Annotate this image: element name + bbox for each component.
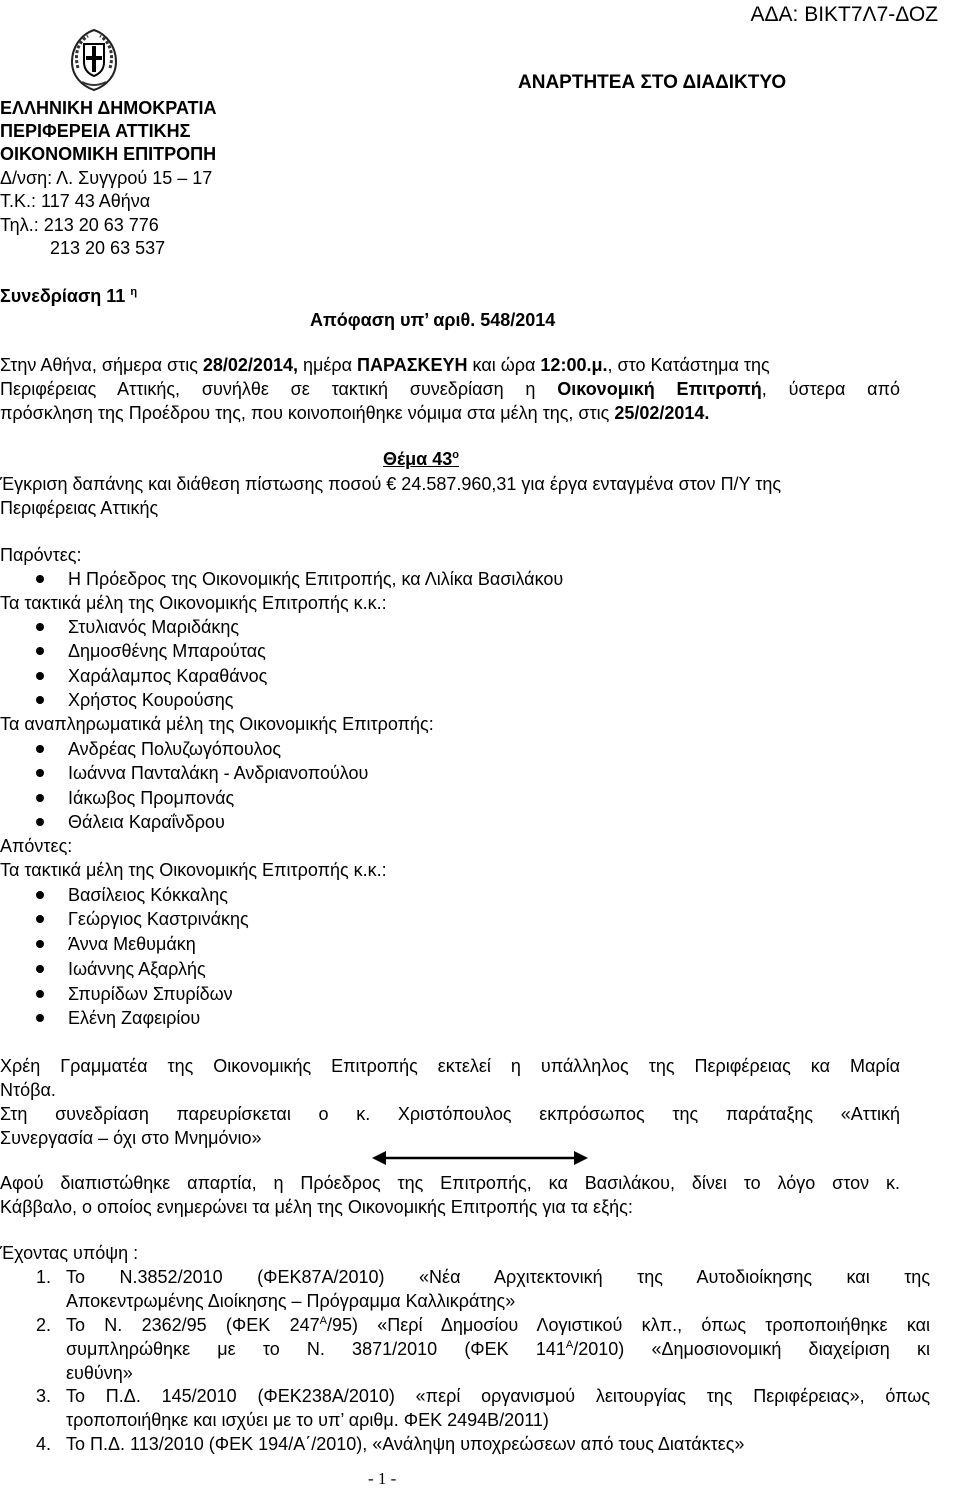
header-postal: Τ.Κ.: 117 43 Αθήνα [0, 191, 151, 211]
header-phone-2: 213 20 63 537 [50, 238, 166, 258]
regular-members-label: Τα τακτικά μέλη της Οικονομικής Επιτροπής κ.κ.: [0, 593, 387, 613]
topic-line-2: Περιφέρειας Αττικής [0, 498, 159, 518]
substitute-members-label: Τα αναπληρωματικά μέλη της Οικονομικής Επιτροπής: [0, 714, 434, 734]
intro-line-1: Στην Αθήνα, σήμερα στις 28/02/2014, ημέρα ΠΑΡΑΣΚΕΥΗ και ώρα 12:00.μ., στο Κατάστημα της [0, 355, 770, 375]
considering-label: Έχοντας υπόψη : [0, 1243, 139, 1263]
decision-number: Απόφαση υπ’ αριθ. 548/2014 [310, 310, 556, 330]
page-number: - 1 - [368, 1469, 397, 1488]
document-page: ΑΔΑ: ΒΙΚΤ7Λ7-ΔΟΖ ΕΛΛΗΝΙΚΗ ΔΗΜΟΚΡΑΤΙΑ ΠΕΡΙΦΕΡΕΙΑ ΑΤΤΙΚΗΣ ΟΙΚΟΝΟΜΙΚΗ ΕΠΙΤΡΟΠΗ Δ/νση: Λ. Συγγρού 15 – 17 Τ.Κ.: 117 43 Αθήνα Τηλ.: 213 20 63 776 213 20 63 537 ΑΝΑΡΤΗΤΕΑ ΣΤΟ ΔΙΑΔΙΚΤΥΟ Συνεδρίαση 11 $^\eta$ Απόφαση υπ’ αριθ. 548/2014 Στην Αθήνα, σήμερα στις 28/02/2014, ημέρα ΠΑΡΑΣΚΕΥΗ και ώρα 12:00.μ., στο Κατάστημα της Περιφέρειας Αττικής, συνήλθε σε τακτική συνεδρίαση η Οικονομική Επιτροπή, ύστερα από πρόσκληση της Προέδρου της, που κοινοποιήθηκε νόμιμα στα μέλη της, στις 25/02/2014. Θέμα $43^o$ Έγκριση δαπάνης και διάθεση πίστωσης ποσού € 24.587.960,31 για έργα ενταγμένα στον Π/Υ της Περιφέρειας Αττικής Παρόντες: Η Πρόεδρος της Οικονομικής Επιτροπής, κα Λιλίκα Βασιλάκου Τα τακτικά μέλη της Οικονομικής Επιτροπής κ.κ.: Στυλιανός Μαριδάκης Δημοσθένης Μπαρούτας Χαράλαμπος Καραθάνος Χρήστος Κουρούσης Τα αναπληρωματικά μέλη της Οικονομικής Επιτροπής: Ανδρέας Πολυζωγόπουλος Ιωάννα Πανταλάκη - Ανδριανοπούλου Ιάκωβος Προμπονάς Θάλεια Καραΐνδρου Απόντες: Τα τακτικά μέλη της Οικονομικής Επιτροπής κ.κ.: Βασίλειος Κόκκαλης Γεώργιος Καστρινάκης Άννα Μεθυμάκη Ιωάννης Αξαρλής Σπυρίδων Σπυρίδων Ελένη Ζαφειρίου Χρέη Γραμματέα της Οικονομικής Επιτροπής εκτελεί η υπάλληλος της Περιφέρειας κα Μαρία Ντόβα. Στη συνεδρίαση παρευρίσκεται ο κ. Χριστόπουλος εκπρόσωπος της παράταξης «Αττική Συνεργασία – όχι στο Μνημόνιο» Αφού διαπιστώθηκε απαρτία, η Πρόεδρος της Επιτροπής, κα Βασιλάκου, δίνει το λόγο στον κ. Κάββαλο, ο οποίος ενημερώνει τα μέλη της Οικονομικής Επιτροπής για τα εξής: Έχοντας υπόψη : 1. Το Ν.3852/2010 (ΦΕΚ87Α/2010) «Νέα Αρχιτεκτονική της Αυτοδιοίκησης και της Αποκεντρωμένης Διοίκησης – Πρόγραμμα Καλλικράτης» 2. Το Ν. 2362/95 (ΦΕΚ $247^A/95$) «Περί Δημοσίου Λογιστικού κλπ., όπως τροποποιήθηκε και συμπληρώθηκε με το Ν. 3871/2010 (ΦΕΚ $141^A/2010$) «Δημοσιονομική διαχείριση κι ευθύνη» 3. Το Π.Δ. 145/2010 (ΦΕΚ238Α/2010) «περί οργανισμού λειτουργίας της Περιφέρειας», όπως τροποποιήθηκε και ισχύει με το υπ’ αριθμ. ΦΕΚ 2494Β/2011) 4. Το Π.Δ. 113/2010 (ΦΕΚ 194/Α΄/2010), «Ανάληψη υποχρεώσεων από τους Διατάκτες» - 1 - [0, 3, 938, 1488]
topic-line-1: Έγκριση δαπάνης και διάθεση πίστωσης ποσού € 24.587.960,31 για έργα ενταγμένα στον Π/Υ της [0, 474, 782, 494]
coat-of-arms-icon [62, 24, 126, 94]
attendee-line-2: Συνεργασία – όχι στο Μνημόνιο» [0, 1128, 262, 1148]
intro-line-3: πρόσκληση της Προέδρου της, που κοινοποιήθηκε νόμιμα στα μέλη της, στις 25/02/2014. [0, 403, 710, 423]
intro-line-2: Περιφέρειας Αττικής, συνήλθε σε τακτική συνεδρίαση η Οικονομική Επιτροπή, ύστερα από [0, 379, 901, 399]
topic-number: Θέμα $43^o$ [383, 449, 459, 469]
secretary-line-1: Χρέη Γραμματέα της Οικονομικής Επιτροπής εκτελεί η υπάλληλος της Περιφέρειας κα Μαρία [0, 1056, 900, 1076]
secretary-line-2: Ντόβα. [0, 1080, 56, 1100]
regular-members-label-2: Τα τακτικά μέλη της Οικονομικής Επιτροπής κ.κ.: [0, 860, 387, 880]
attendee-line-1: Στη συνεδρίαση παρευρίσκεται ο κ. Χριστόπουλος εκπρόσωπος της παράταξης «Αττική [0, 1104, 900, 1124]
absent-label: Απόντες: [0, 836, 73, 856]
header-address: Δ/νση: Λ. Συγγρού 15 – 17 [0, 168, 213, 188]
header-committee: ΟΙΚΟΝΟΜΙΚΗ ΕΠΙΤΡΟΠΗ [0, 144, 217, 164]
double-arrow-icon [372, 1151, 588, 1165]
publish-notice: ΑΝΑΡΤΗΤΕΑ ΣΤΟ ΔΙΑΔΙΚΤΥΟ [518, 72, 787, 93]
header-region: ΠΕΡΙΦΕΡΕΙΑ ΑΤΤΙΚΗΣ [0, 121, 191, 141]
session-title: Συνεδρίαση 11 $^\eta$ [0, 286, 138, 306]
quorum-line-2: Κάββαλο, ο οποίος ενημερώνει τα μέλη της Οικονομικής Επιτροπής για τα εξής: [0, 1197, 633, 1217]
header-republic: ΕΛΛΗΝΙΚΗ ΔΗΜΟΚΡΑΤΙΑ [0, 98, 217, 118]
present-label: Παρόντες: [0, 545, 82, 565]
quorum-line-1: Αφού διαπιστώθηκε απαρτία, η Πρόεδρος της Επιτροπής, κα Βασιλάκου, δίνει το λόγο στον κ. [0, 1173, 900, 1193]
ada-code: ΑΔΑ: ΒΙΚΤ7Λ7-ΔΟΖ [750, 3, 938, 26]
header-phone-1: Τηλ.: 213 20 63 776 [0, 215, 159, 235]
